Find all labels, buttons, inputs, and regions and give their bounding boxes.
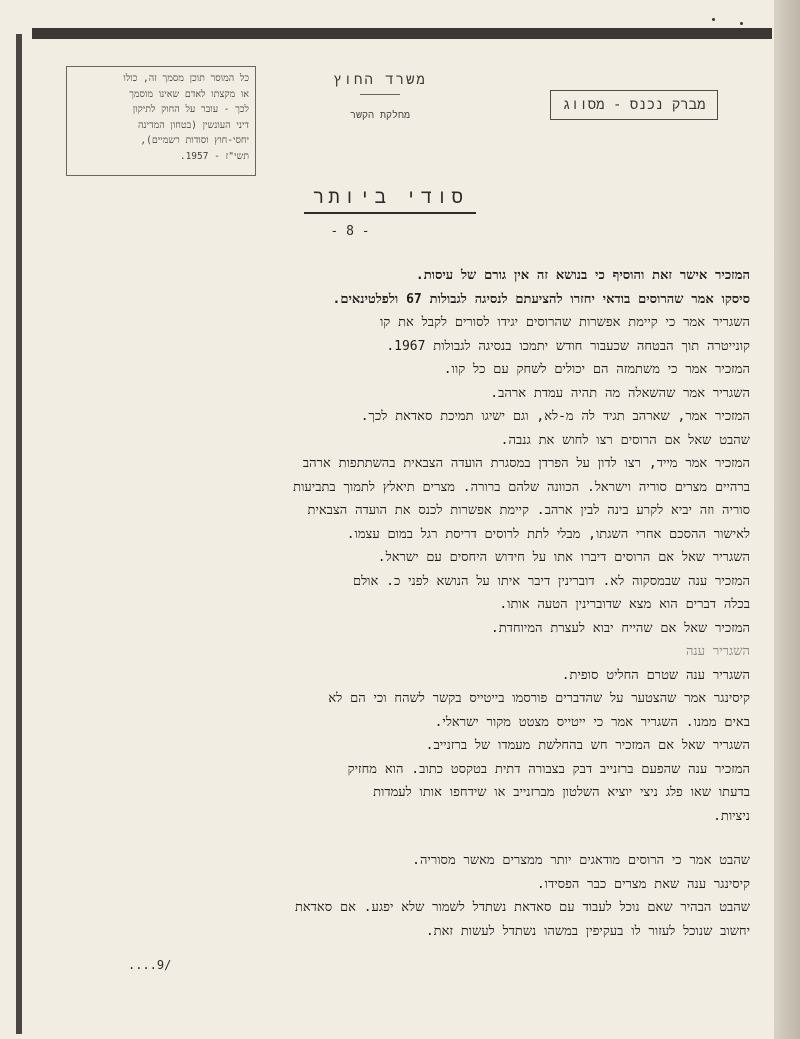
body-line: באים ממנו. השגריר אמר כי ייטייס מצטט מקור ישראלי.	[434, 714, 750, 730]
title-underline	[304, 212, 476, 214]
stamp-line: לכך - עובר על החוק לתיקון	[132, 104, 249, 115]
body-line: קונייטרה תוך הבטחה שכעבור חודש יתמכו בנסיגה לגבולות 1967.	[386, 338, 750, 354]
body-line: יחשוב שנוכל לעזור לו בעקיפין במשהו נשתדל לעשות זאת.	[425, 923, 750, 939]
body-line: בכלה דברים הוא מצא שדוברינין הטעה אותו.	[499, 597, 750, 612]
cable-body	[40, 264, 750, 943]
speck	[740, 22, 743, 25]
stamp-line: יחסי-חוץ וסודות רשמיים),	[140, 135, 249, 146]
body-line: שהבט שאל אם הרוסים רצו לחוש את גנבה.	[500, 432, 750, 448]
ministry-name: משרד החוץ	[333, 72, 427, 88]
body-line: סוריה וזה יביא לקרע בינה לבין ארהב. קיימת אפשרות לכנס את הועדה הצבאית	[307, 503, 750, 518]
body-line: שהבט הבהיר שאם נוכל לעבוד עם סאדאת נשתדל לשמור שלא יפגע. אם סאדאת	[294, 900, 750, 915]
body-line: סיסקו אמר שהרוסים בודאי יחזרו להציעתם לנסיגה לגבולות 67 ולפלטינאים.	[332, 291, 750, 307]
body-line: קיסינגר אמר שהצטער על שהדברים פורסמו בייטייס בקשר לשהח וכי הם לא	[328, 691, 750, 706]
body-line: לאישור ההסכם אחרי השגתו, מבלי לתת לרוסים דריסת רגל במום עצמו.	[346, 526, 750, 542]
body-line: המזכיר אמר כי משתמזה הם יכולים לשחק עם כל קוו.	[443, 362, 750, 377]
top-border-rule	[32, 28, 772, 39]
stamp-line: דיני העונשין (בטחון המדינה	[137, 119, 249, 131]
secrecy-title: סודי ביותר	[312, 186, 468, 208]
body-line: המזכיר ענה שהפעם ברזנייב דבק בצבורה דתית בטקסט כתוב. הוא מחזיק	[347, 761, 750, 777]
stamp-line: תשי"ז - 1957.	[179, 150, 249, 162]
body-line: שהבט אמר כי הרוסים מודאגים יותר ממצרים מאשר מסוריה.	[412, 853, 750, 868]
classification-box: מברק נכנס - מסווג	[550, 90, 718, 120]
ministry-divider	[360, 94, 400, 95]
body-line: המזכיר שאל אם שהייח יבוא לעצרת המיוחדת.	[490, 620, 750, 636]
division-name: מחלקת הקשר	[349, 110, 411, 121]
body-line: השגריר שאל אם המזכיר חש בהחלשת מעמדו של ברזנייב.	[425, 738, 750, 753]
body-line: השגריר אמר כי קיימת אפשרות שהרוסים יגידו לסורים לקבל את קו	[379, 315, 750, 330]
speck	[712, 18, 715, 21]
stamp-line: או מקצתו לאדם שאינו מוסמך	[129, 88, 249, 100]
body-line: המזכיר ענה שבמסקוה לא. דוברינין דיבר איתו על הנושא לפני כ. אולם	[352, 573, 750, 589]
stamp-line: כל המוסר תוכן מסמך זה, כולו	[123, 73, 249, 84]
body-line: המזכיר אישר זאת והוסיף כי בנושא זה אין גורם של עיסות.	[415, 268, 750, 283]
body-line: ברהיים מצרים סוריה וישראל. הכוונה שלהם ברורה. מצרים תיאלץ לתמוך בתביעות	[293, 479, 750, 495]
body-line: השגריר ענה שטרם החליט סופית.	[561, 667, 750, 683]
body-line: השגריר שאל אם הרוסים דיברו אתו על חידוש היחסים עם ישראל.	[377, 550, 750, 565]
page-number: - 8 -	[330, 224, 370, 239]
body-line: המזכיר אמר, שארהב תגיד לה מ-לא, וגם ישיגו תמיכת סאדאת לכך.	[360, 409, 750, 424]
body-line: בדעתו שאו פלג ניצי יוציא השלטון מברזנייב או שידחפו אותו לעמדות	[373, 785, 750, 800]
body-line: השגריר אמר שהשאלה מה תהיה עמדת ארהב.	[490, 385, 750, 401]
body-line	[40, 828, 750, 849]
body-line: קיסינגר ענה שאת מצרים כבר הפסידו.	[536, 876, 750, 892]
body-line: ניציות.	[713, 808, 750, 824]
body-line: השגריר ענה	[685, 644, 750, 659]
body-line: המזכיר אמר מייד, רצו לדון על הפרדן במסגרת הועדה הצבאית בהשתתפות ארהב	[302, 456, 750, 471]
continuation-marker: ....9/	[128, 958, 172, 972]
paper-edge	[774, 0, 800, 1039]
legal-warning-stamp	[66, 66, 256, 176]
left-border-rule	[16, 34, 22, 1034]
